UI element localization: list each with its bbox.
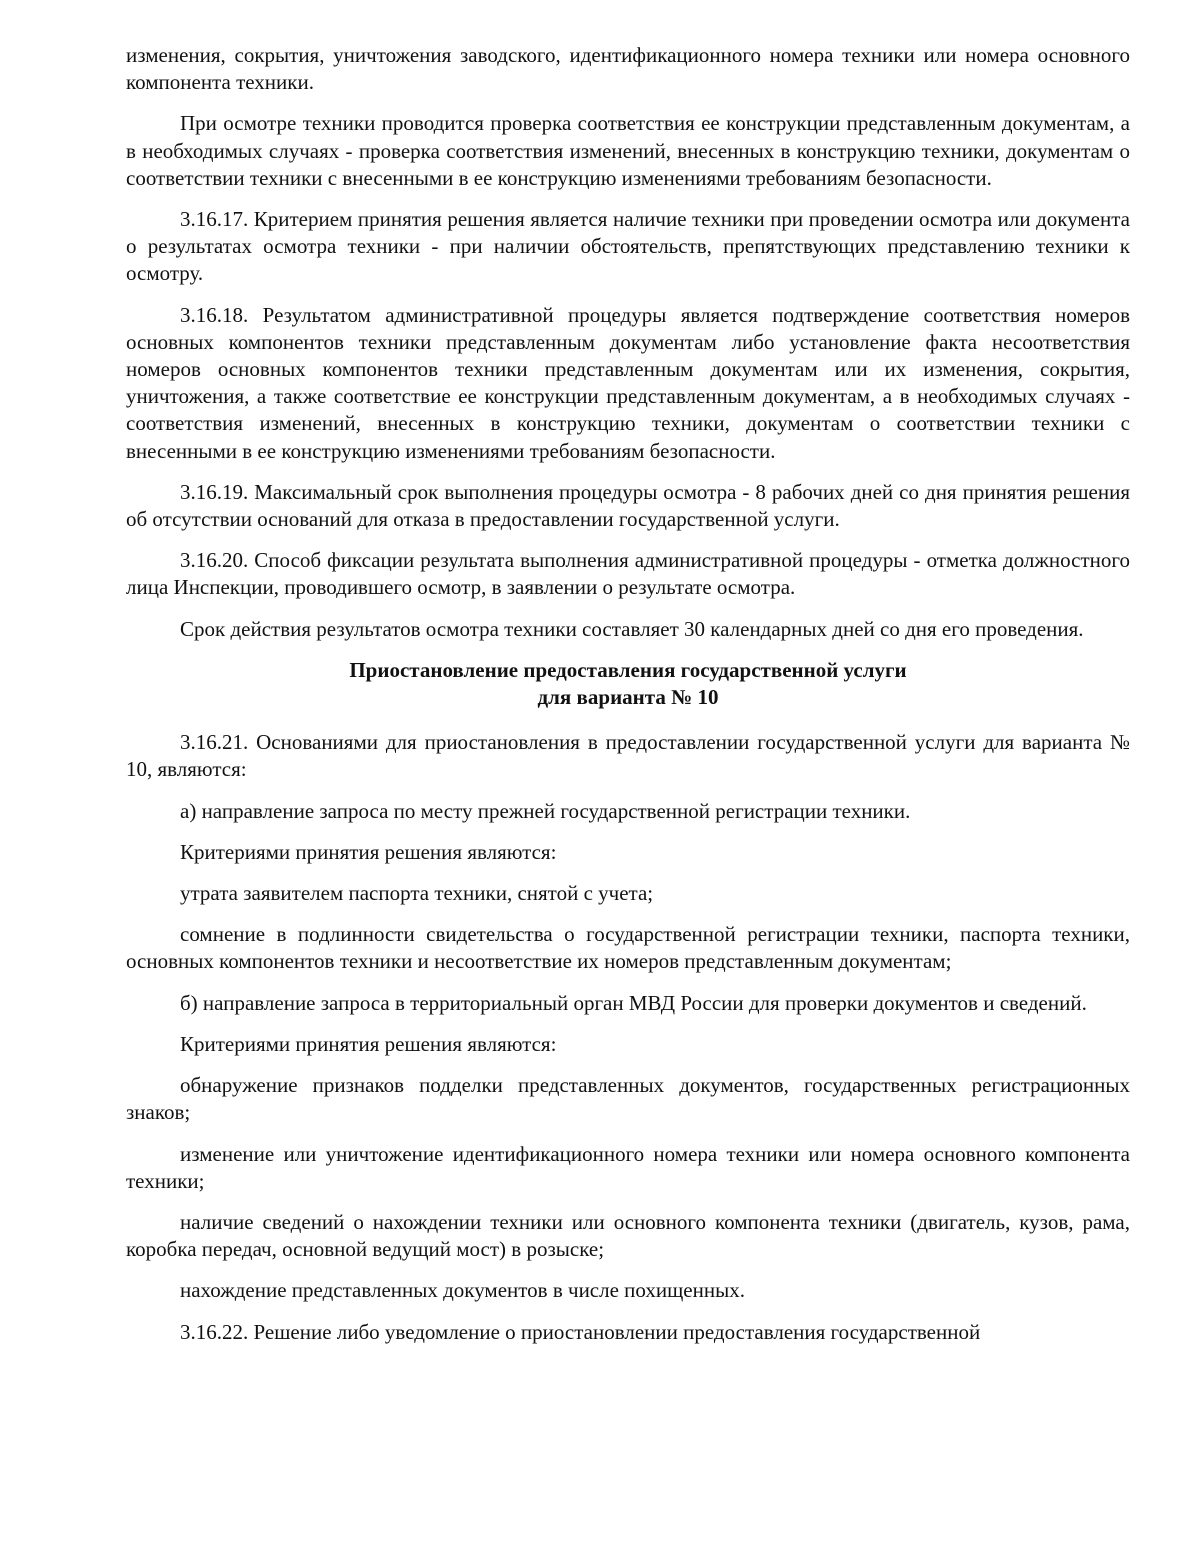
paragraph-3-16-22: 3.16.22. Решение либо уведомление о приостановлении предоставления государственной xyxy=(180,1319,981,1344)
criteria-item-stolen-docs: нахождение представленных документов в числе похищенных. xyxy=(180,1278,745,1303)
paragraph-3-16-17: 3.16.17. Критерием принятия решения является наличие техники при проведении осмотра или документа о результатах осмотра техники - при наличии обстоятельств, препятствующих представлению техники к осмотру. xyxy=(126,207,1130,286)
criteria-item-forgery: обнаружение признаков подделки представленных документов, государственных регистрационных знаков; xyxy=(126,1073,1130,1125)
criteria-heading-2: Критериями принятия решения являются: xyxy=(180,1031,557,1056)
criteria-item-number-change: изменение или уничтожение идентификационного номера техники или номера основного компонента техники; xyxy=(126,1141,1130,1193)
paragraph-3-16-20: 3.16.20. Способ фиксации результата выполнения административной процедуры - отметка должностного лица Инспекции, проводившего осмотр, в заявлении о результате осмотра. xyxy=(126,548,1130,600)
criteria-heading-1: Критериями принятия решения являются: xyxy=(180,839,557,864)
paragraph-inspection-check: При осмотре техники проводится проверка соответствия ее конструкции представленным документам, а в необходимых случаях - проверка соответствия изменений, внесенных в конструкцию техники, документам о соответствии техники с внесенными в ее конструкцию изменениями требованиям безопасности. xyxy=(126,111,1130,190)
paragraph-continuation: изменения, сокрытия, уничтожения заводского, идентификационного номера техники или номера основного компонента техники. xyxy=(126,43,1130,95)
paragraph-3-16-19: 3.16.19. Максимальный срок выполнения процедуры осмотра - 8 рабочих дней со дня принятия решения об отсутствии оснований для отказа в предоставлении государственной услуги. xyxy=(126,479,1130,532)
section-heading-line-1: Приостановление предоставления государственной услуги xyxy=(349,657,907,682)
paragraph-3-16-21: 3.16.21. Основаниями для приостановления в предоставлении государственной услуги для варианта № 10, являются: xyxy=(126,730,1130,782)
criteria-item-wanted: наличие сведений о нахождении техники или основного компонента техники (двигатель, кузов, рама, коробка передач, основной ведущий мост) в розыске; xyxy=(126,1209,1130,1262)
paragraph-3-16-18: 3.16.18. Результатом административной процедуры является подтверждение соответствия номеров основных компонентов техники представленным документам либо установление факта несоответствия номеров основных компонентов техники представленным документам или их изменения, сокрытия, уничтожения, а также соответствие ее конструкции представленным документам, а в необходимых случаях - соответствия изменений, внесенных в конструкцию техники, документам о соответствии техники с внесенными в ее конструкцию изменениями требованиям безопасности. xyxy=(126,302,1130,463)
list-item-a: а) направление запроса по месту прежней государственной регистрации техники. xyxy=(180,798,911,823)
list-item-b: б) направление запроса в территориальный орган МВД России для проверки документов и сведений. xyxy=(180,990,1087,1015)
section-heading-line-2: для варианта № 10 xyxy=(537,685,719,710)
section-heading xyxy=(126,657,1130,711)
criteria-item-passport-loss: утрата заявителем паспорта техники, снятой с учета; xyxy=(180,881,654,906)
criteria-item-authenticity-doubt: сомнение в подлинности свидетельства о государственной регистрации техники, паспорта техники, основных компонентов техники и несоответствие их номеров представленным документам; xyxy=(126,922,1130,974)
paragraph-validity-period: Срок действия результатов осмотра техники составляет 30 календарных дней со дня его проведения. xyxy=(180,616,1084,641)
